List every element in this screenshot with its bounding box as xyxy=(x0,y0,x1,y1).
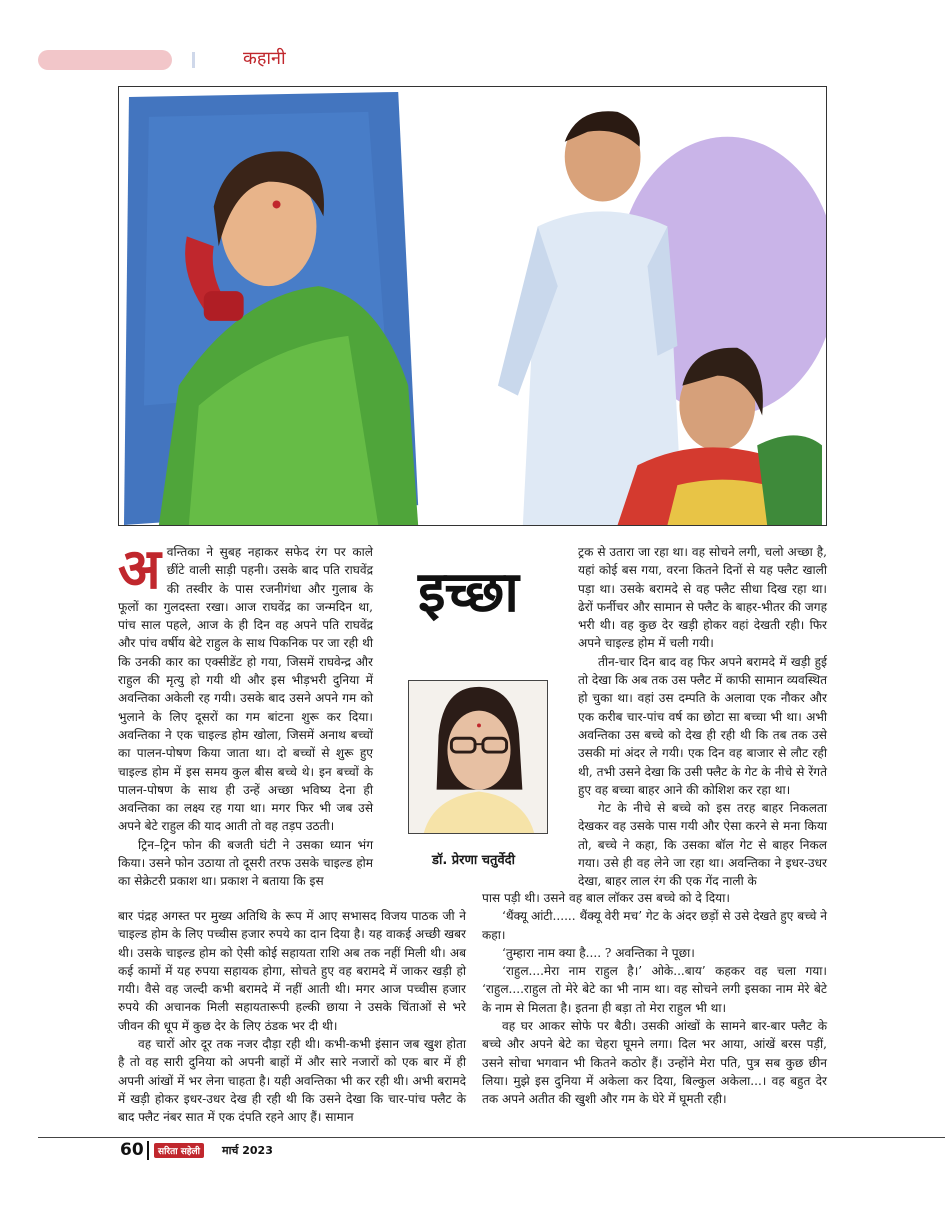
story-column-right xyxy=(578,543,827,891)
header-divider xyxy=(192,52,195,68)
story-column-left xyxy=(118,537,373,891)
paragraph: गेट के नीचे से बच्चे को इस तरह बाहर निकलता देखकर वह उसके पास गयी और ऐसा करने से मना किया तो, बच्चे ने कहा, कि उसका बॉल गेट से बाहर निकल गया। उसे ही वह लेने जा रहा था। अवन्तिका ने इधर-उधर देखा, बाहर लाल रंग की एक गेंद नाली के xyxy=(578,801,827,889)
page-number: 60 xyxy=(120,1140,144,1160)
paragraph: वह घर आकर सोफे पर बैठी। उसकी आंखों के सामने बार-बार फ्लैट के बच्चे और अपने बेटे का चेहरा घूमने लगा। दिल भर आया, आंखें बरस पड़ीं, उसने सोचा भगवान भी कितने कठोर हैं। उन्होंने मेरा पति, पुत्र सब कुछ छीन लिया। मुझे इस दुनिया में अकेला कर दिया, बिल्कुल अकेला...। वह बहुत देर तक अपने अतीत की खुशी और गम के घेरे में घूमती रही। xyxy=(482,1019,827,1107)
paragraph: ट्रिन–ट्रिन फोन की बजती घंटी ने उसका ध्यान भंग किया। उसने फोन उठाया तो दूसरी तरफ उसके चाइल्ड होम का सेक्रेटरी प्रकाश था। प्रकाश ने बताया कि इस xyxy=(118,837,373,889)
drop-cap: अ xyxy=(118,537,161,602)
story-illustration xyxy=(118,86,827,526)
author-portrait xyxy=(409,681,547,833)
author-name: डॉ. प्रेरणा चतुर्वेदी xyxy=(432,853,515,868)
paragraph: वन्तिका ने सुबह नहाकर सफेद रंग पर काले छींटे वाली साड़ी पहनी। उसके बाद पति राघवेंद्र की तस्वीर के पास रजनीगंधा और गुलाब के फूलों का गुलदस्ता रखा। आज राघवेंद्र का जन्मदिन था, पांच साल पहले, आज के ही दिन वह अपने पति राघवेंद्र और पांच वर्षीय बेटे राहुल के साथ पिकनिक पर जा रही थी कि उनकी कार का एक्सीडेंट हो गया, जिसमें राघवेन्द्र और राहुल की मृत्यु हो गयी थी और इस भीड़भरी दुनिया में अवन्तिका अकेली रह गयी। उसके बाद उसने अपने गम को भुलाने के लिए दूसरों का गम बांटना शुरू कर दिया। अवन्तिका ने एक चाइल्ड होम खोला, जिसमें अनाथ बच्चों का पालन-पोषण किया जाता था। दो बच्चों से शुरू हुए चाइल्ड होम में इस समय कुल बीस बच्चे थे। इन बच्चों के पालन-पोषण के साथ ही उन्हें अच्छा भविष्य देना ही अवन्तिका का लक्ष्य रह गया था। मगर फिर भी जब उसे अपने बेटे राहुल की याद आती तो वह तड़प उठती। xyxy=(118,545,373,834)
paragraph: बार पंद्रह अगस्त पर मुख्य अतिथि के रूप में आए सभासद विजय पाठक जी ने चाइल्ड होम के लिए पच्चीस हजार रुपये का दान दिया है। यह वाकई अच्छी खबर थी। उसके चाइल्ड होम को ऐसी कोई सहायता राशि अब तक नहीं मिली थी। अब कई कामों में यह रुपया सहायक होगा, सोचते हुए वह बरामदे में जाकर खड़ी हो गयी। वैसे वह जल्दी कभी बरामदे में नहीं आती थी। मगर आज पच्चीस हजार रुपये की अचानक मिली सहायतारूपी हल्की छाया ने उसके चिंताओं से भरे जीवन की धूप में कुछ देर के लिए ठंडक भर दी थी। xyxy=(118,909,466,1033)
paragraph: ‘थैंक्यू आंटी...... थैंक्यू वेरी मच’ गेट के अंदर छड़ों से उसे देखते हुए बच्चे ने कहा। xyxy=(482,909,827,942)
section-label: कहानी xyxy=(243,48,286,69)
story-bottom-left xyxy=(118,907,466,1127)
paragraph: वह चारों ओर दूर तक नजर दौड़ा रही थी। कभी-कभी इंसान जब खुश होता है तो वह सारी दुनिया को अपनी बाहों में और सारे नजारों को एक बार में ही अपनी आंखों में भर लेना चाहता है। यही अवन्तिका भी कर रही थी। अभी बरामदे में खड़ी होकर इधर-उधर देख ही रही थी कि उसने देखा कि चार-पांच फ्लैट के बाद फ्लैट नंबर सात में एक दंपति रहने आए हैं। सामान xyxy=(118,1037,466,1125)
illustration-artwork xyxy=(119,87,826,525)
header-decoration xyxy=(38,50,172,70)
paragraph: तीन-चार दिन बाद वह फिर अपने बरामदे में खड़ी हुई तो देखा कि अब तक उस फ्लैट में काफी सामान व्यवस्थित हो चुका था। वहां उस दम्पति के अलावा एक नौकर और एक करीब चार-पांच वर्ष का छोटा सा बच्चा भी था। अभी अवन्तिका उस बच्चे को देख ही रही थी कि तब तक उसे उसकी मां अंदर ले गयी। एक दिन वह बाजार से लौट रही थी, तभी उसने देखा कि उसी फ्लैट के गेट के नीचे से रेंगते हुए वह बच्चा बाहर आने की कोशिश कर रहा था। xyxy=(578,654,827,797)
magazine-logo: सरिता सहेली xyxy=(154,1143,204,1158)
footer-divider xyxy=(147,1141,149,1160)
paragraph: ट्रक से उतारा जा रहा था। वह सोचने लगी, चलो अच्छा है, यहां कोई बस गया, वरना कितने दिनों से यह फ्लैट खाली पड़ा था। उसके बरामदे से वह फ्लैट सीधा दिख रहा था। ढेरों फर्नीचर और सामान से फ्लैट के बाहर-भीतर की जगह भरी थी। वह कुछ देर खड़ी होकर वहां देखती रही। फिर अपने चाइल्ड होम में चली गयी। xyxy=(578,545,827,651)
issue-date: मार्च 2023 xyxy=(222,1144,273,1157)
paragraph: ‘राहुल....मेरा नाम राहुल है।’ ओके...बाय’ कहकर वह चला गया। ‘राहुल....राहुल तो मेरे बेटे का भी नाम था। वह सोचने लगी इसका नाम मेरे बेटे के नाम से मिलता है। इतना ही बड़ा तो मेरा राहुल भी था। xyxy=(482,964,827,1015)
story-title: इच्छा xyxy=(418,560,518,625)
paragraph: पास पड़ी थी। उसने वह बाल लॉकर उस बच्चे को दे दिया। xyxy=(482,891,730,905)
paragraph: ‘तुम्हारा नाम क्या है.... ? अवन्तिका ने पूछा। xyxy=(502,945,695,960)
author-photo xyxy=(408,680,548,834)
footer-rule xyxy=(38,1137,945,1138)
story-bottom-right xyxy=(482,889,827,1109)
